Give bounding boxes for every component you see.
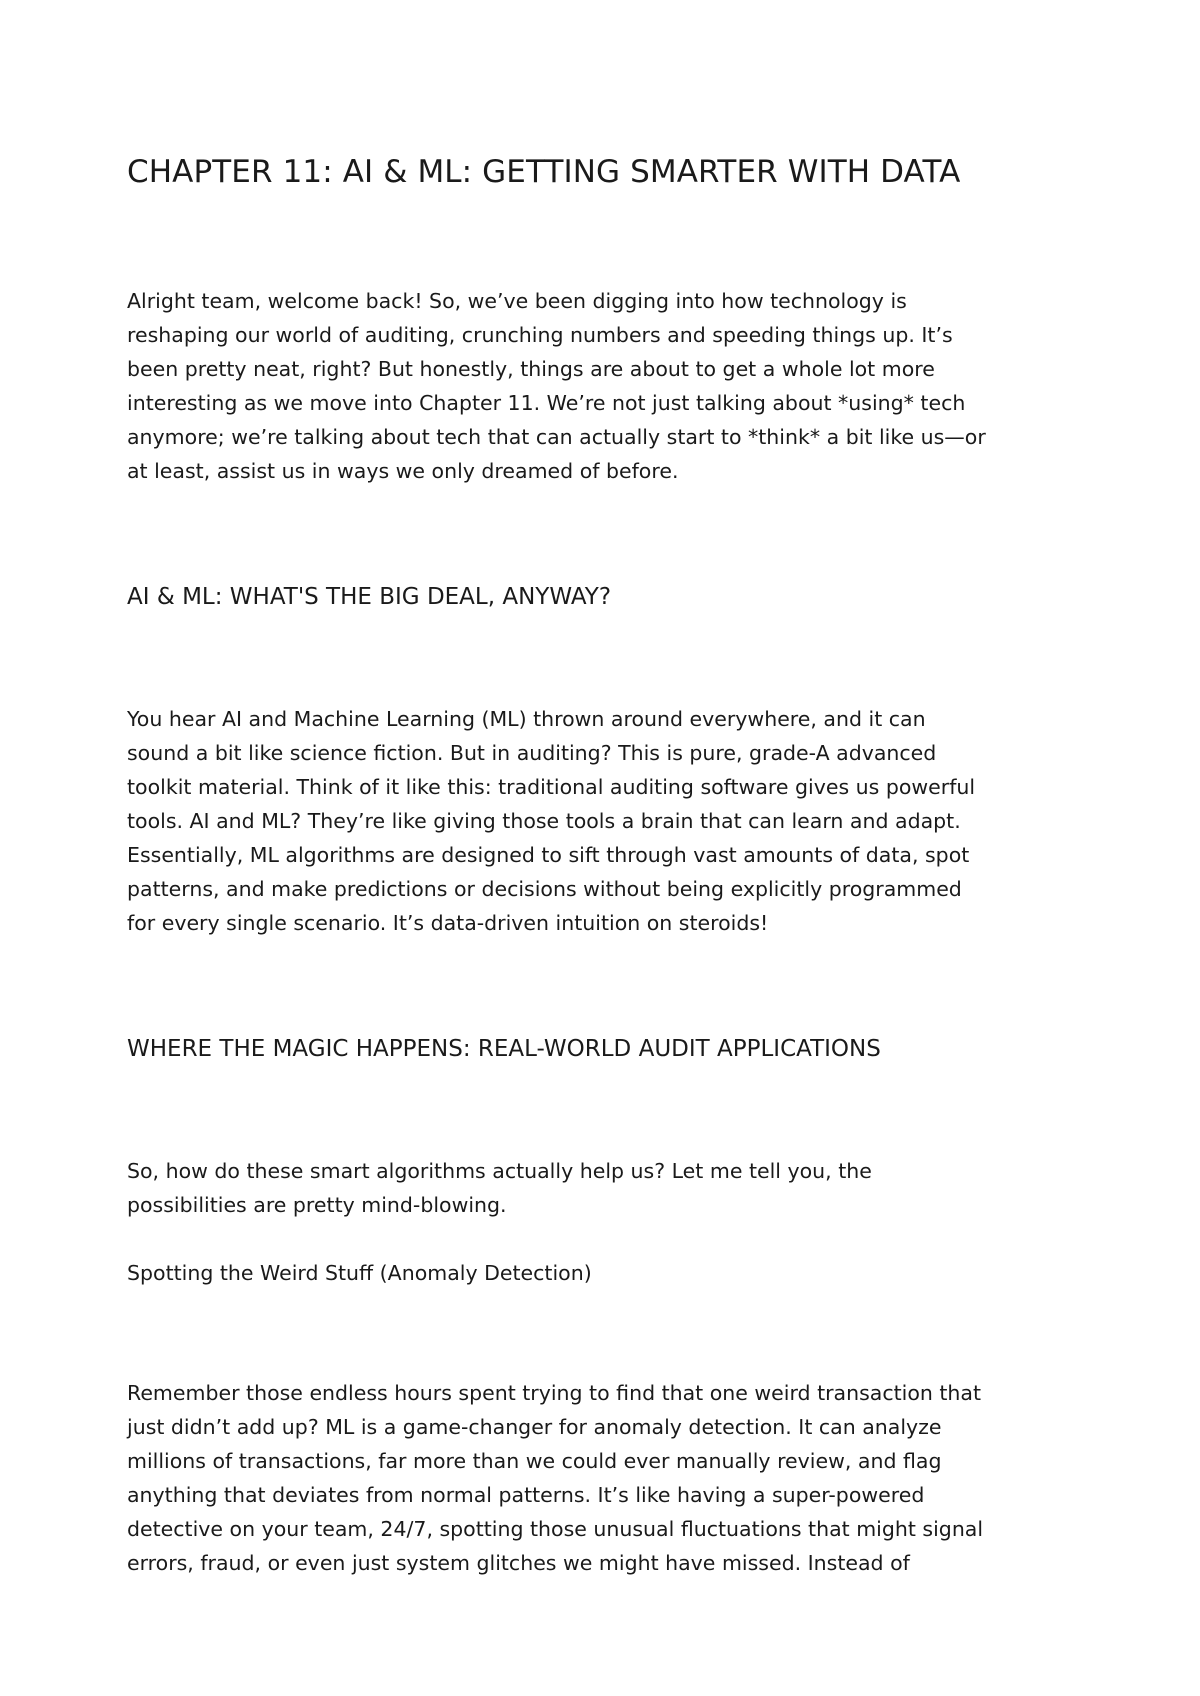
paragraph-line: detective on your team, 24/7, spotting those unusual fluctuations that might signal [127,1517,984,1541]
paragraph-line: patterns, and make predictions or decisions without being explicitly programmed [127,877,962,901]
section-paragraph-big-deal [127,702,1087,940]
section-paragraph-applications [127,1154,1087,1222]
paragraph-line: reshaping our world of auditing, crunching numbers and speeding things up. It’s [127,323,953,347]
paragraph-line: toolkit material. Think of it like this: traditional auditing software gives us powerful [127,775,976,799]
intro-paragraph [127,284,1087,488]
paragraph-line: You hear AI and Machine Learning (ML) thrown around everywhere, and it can [127,707,926,731]
paragraph-line: tools. AI and ML? They’re like giving those tools a brain that can learn and adapt. [127,809,961,833]
paragraph-line: Remember those endless hours spent trying to find that one weird transaction that [127,1381,982,1405]
anomaly-detection-paragraph [127,1376,1087,1580]
paragraph-line: millions of transactions, far more than we could ever manually review, and flag [127,1449,942,1473]
paragraph-line: anymore; we’re talking about tech that can actually start to *think* a bit like us—or [127,425,986,449]
paragraph-line: Alright team, welcome back! So, we’ve been digging into how technology is [127,289,907,313]
paragraph-line: So, how do these smart algorithms actually help us? Let me tell you, the [127,1159,872,1183]
paragraph-line: anything that deviates from normal patterns. It’s like having a super-powered [127,1483,925,1507]
section-heading-big-deal: AI & ML: WHAT'S THE BIG DEAL, ANYWAY? [127,584,612,610]
document-page [127,0,1087,1696]
subheading-anomaly-detection: Spotting the Weird Stuff (Anomaly Detection) [127,1261,592,1285]
paragraph-line: Essentially, ML algorithms are designed to sift through vast amounts of data, spot [127,843,970,867]
paragraph-line: at least, assist us in ways we only dreamed of before. [127,459,679,483]
paragraph-line: just didn’t add up? ML is a game-changer for anomaly detection. It can analyze [127,1415,942,1439]
chapter-title: CHAPTER 11: AI & ML: GETTING SMARTER WITH DATA [127,154,961,190]
paragraph-line: errors, fraud, or even just system glitches we might have missed. Instead of [127,1551,910,1575]
paragraph-line: been pretty neat, right? But honestly, things are about to get a whole lot more [127,357,935,381]
paragraph-line: for every single scenario. It’s data-driven intuition on steroids! [127,911,769,935]
section-heading-applications: WHERE THE MAGIC HAPPENS: REAL-WORLD AUDIT APPLICATIONS [127,1036,881,1062]
paragraph-line: sound a bit like science fiction. But in auditing? This is pure, grade-A advanced [127,741,937,765]
paragraph-line: possibilities are pretty mind-blowing. [127,1193,507,1217]
paragraph-line: interesting as we move into Chapter 11. We’re not just talking about *using* tech [127,391,966,415]
